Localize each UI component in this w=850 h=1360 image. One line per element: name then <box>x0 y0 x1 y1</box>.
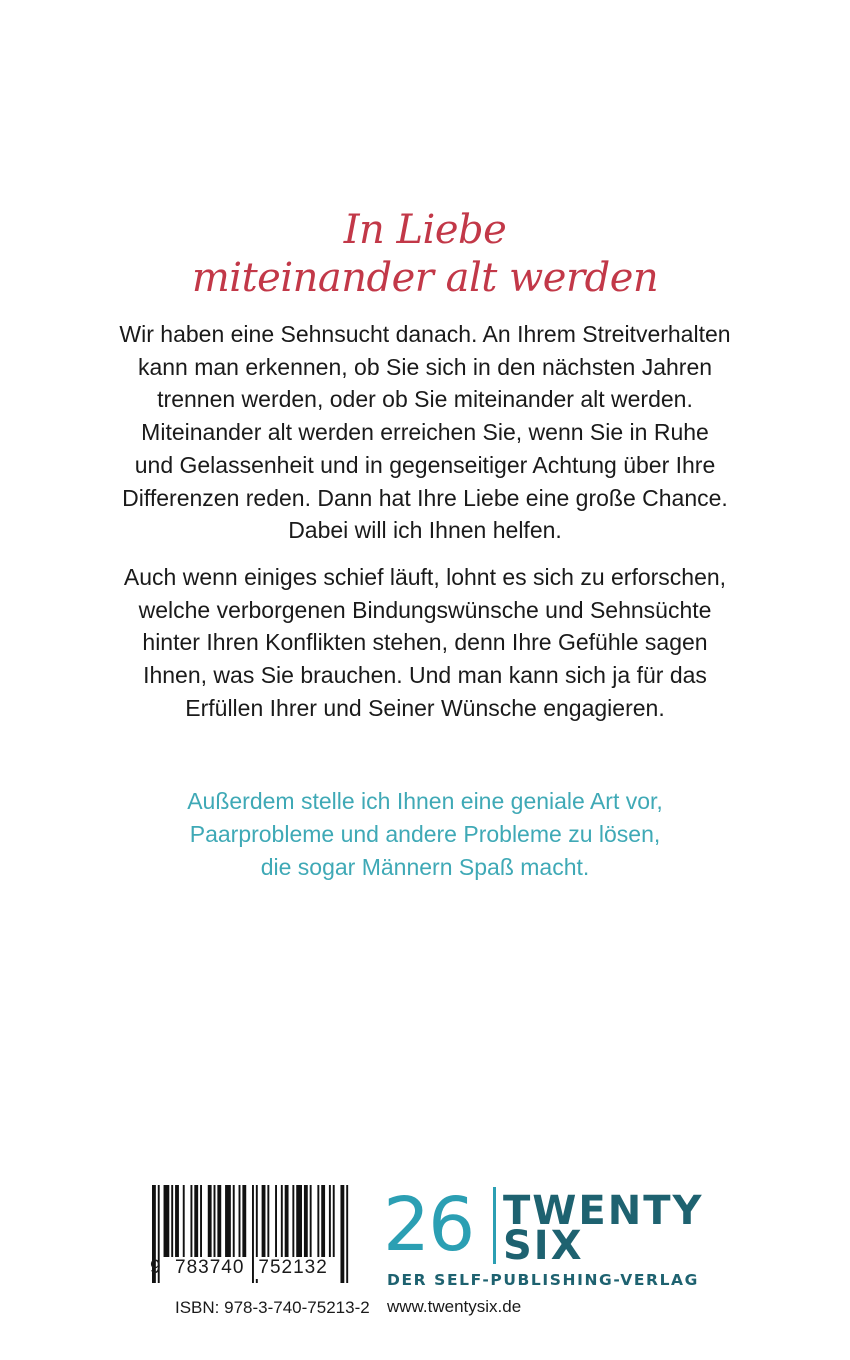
barcode-bar <box>267 1185 269 1257</box>
barcode-bar <box>285 1185 289 1257</box>
barcode-bar <box>296 1185 302 1257</box>
highlight-line: Außerdem stelle ich Ihnen eine geniale Art vor, <box>187 788 663 814</box>
barcode-bar <box>200 1185 202 1257</box>
title-line-2: miteinander alt werden <box>191 255 659 301</box>
barcode-bar <box>190 1185 192 1257</box>
barcode-bar <box>233 1185 235 1257</box>
barcode-bar <box>310 1185 312 1257</box>
text-line: Wir haben eine Sehnsucht danach. An Ihrem Streitverhalten <box>119 321 731 347</box>
publisher-logo-number: 26 <box>383 1182 474 1268</box>
text-line: Differenzen reden. Dann hat Ihre Liebe eine große Chance. <box>122 484 728 511</box>
barcode-bar <box>183 1185 185 1257</box>
barcode-bar <box>333 1185 335 1257</box>
text-line: welche verborgenen Bindungswünsche und Sehnsüchte <box>138 596 712 623</box>
text-line: hinter Ihren Konflikten stehen, denn Ihre Gefühle sagen <box>142 629 708 656</box>
text-line: kann man erkennen, ob Sie sich in den nächsten Jahren <box>137 353 713 380</box>
text-line: Ihnen, was Sie brauchen. Und man kann sich ja für das <box>143 662 707 689</box>
barcode-bar <box>242 1185 246 1257</box>
barcode-group-1: 783740 <box>172 1257 247 1279</box>
barcode-bar <box>262 1185 266 1257</box>
barcode-lead-digit: 9 <box>150 1257 161 1278</box>
barcode-bar <box>214 1185 216 1257</box>
barcode-bar <box>239 1185 241 1257</box>
barcode-bar <box>164 1185 170 1257</box>
barcode-bar <box>171 1185 173 1257</box>
barcode-bar <box>217 1185 221 1257</box>
barcode-bar <box>275 1185 277 1257</box>
barcode-bar <box>304 1185 308 1257</box>
barcode-bar <box>225 1185 231 1257</box>
text-line: und Gelassenheit und in gegenseitiger Achtung über Ihre <box>134 451 716 478</box>
barcode-bar <box>317 1185 319 1257</box>
description-paragraph-2 <box>100 561 750 725</box>
highlight-line: die sogar Männern Spaß macht. <box>260 854 590 880</box>
barcode-bar <box>329 1185 331 1257</box>
barcode-bar <box>175 1185 179 1257</box>
text-line: Auch wenn einiges schief läuft, lohnt es sich zu erforschen, <box>123 564 727 590</box>
text-line: Erfüllen Ihrer und Seiner Wünsche engagieren. <box>185 694 665 721</box>
title-line-1: In Liebe <box>343 207 507 253</box>
publisher-logo-divider <box>493 1187 496 1264</box>
barcode-bar <box>194 1185 198 1257</box>
highlight-line: Paarprobleme und andere Probleme zu lösen, <box>189 821 661 847</box>
barcode-group-2: 752132 <box>255 1257 330 1279</box>
publisher-logo-word-1: TWENTY <box>503 1188 704 1234</box>
publisher-url: www.twentysix.de <box>387 1297 522 1316</box>
text-line: trennen werden, oder ob Sie miteinander alt werden. <box>157 386 693 413</box>
publisher-tagline: DER SELF-PUBLISHING-VERLAG <box>387 1271 699 1289</box>
highlight-paragraph <box>100 785 750 884</box>
publisher-logo-word-2: SIX <box>503 1223 584 1269</box>
barcode-bar <box>208 1185 212 1257</box>
isbn-text: ISBN: 978-3-740-75213-2 <box>175 1298 370 1317</box>
description-paragraph-1 <box>100 318 750 547</box>
text-line: Miteinander alt werden erreichen Sie, wenn Sie in Ruhe <box>141 419 709 446</box>
text-line: Dabei will ich Ihnen helfen. <box>288 517 562 544</box>
barcode-digits <box>150 1257 354 1279</box>
barcode-bar <box>321 1185 325 1257</box>
barcode-bar <box>281 1185 283 1257</box>
barcode-bar <box>292 1185 294 1257</box>
